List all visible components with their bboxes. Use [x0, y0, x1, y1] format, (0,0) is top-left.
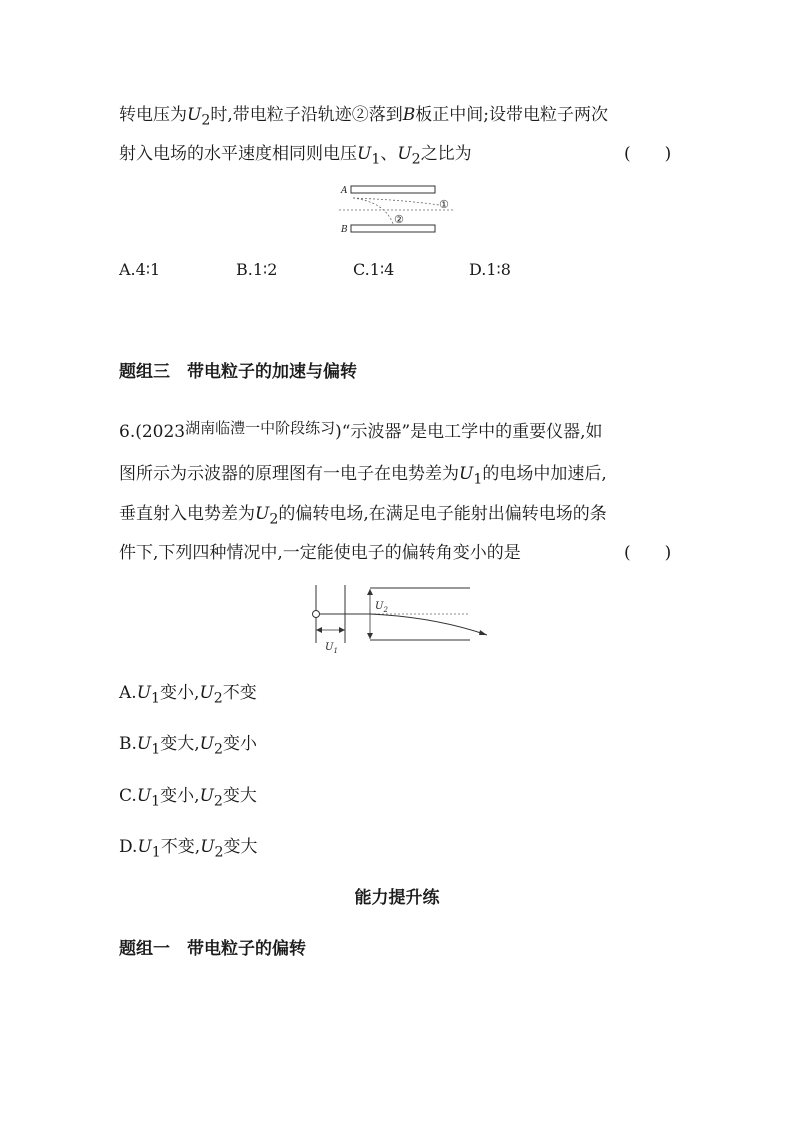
subscript: 1: [151, 844, 161, 861]
text: 变大,: [160, 734, 200, 754]
answer-bracket: ( ): [624, 543, 672, 563]
q6-text-line-2: [119, 462, 607, 491]
subscript: 2: [213, 741, 223, 758]
plate-a: [351, 186, 435, 193]
q5-figure: [335, 180, 465, 240]
q6-text-line-1: [119, 420, 603, 444]
text: 、: [380, 144, 398, 164]
option-prefix: D.: [119, 837, 138, 857]
q6-option-c[interactable]: [119, 784, 257, 813]
q5-option-b[interactable]: B.1∶2: [236, 260, 278, 279]
mark-2: ②: [394, 213, 404, 226]
arrow-head: [479, 630, 487, 635]
subscript: 2: [411, 151, 421, 168]
text: 落到: [368, 105, 403, 125]
section-heading: 能力提升练: [354, 888, 440, 908]
option-prefix: A.: [119, 683, 137, 703]
plate-b: [351, 225, 435, 232]
answer-bracket: ( ): [624, 144, 672, 164]
text: 图所示为示波器的原理图有一电子在电势差为: [119, 464, 459, 484]
var-u: U: [199, 683, 214, 703]
question-source: 湖南临澧一中阶段练习: [185, 419, 336, 437]
var-u: U: [255, 504, 270, 524]
text: 不变,: [160, 837, 201, 857]
trajectory-2: [353, 198, 393, 224]
var-u: U: [200, 837, 215, 857]
var-u: U: [136, 683, 152, 703]
var-b: B: [402, 105, 416, 125]
trajectory-1: [353, 198, 439, 205]
q5-option-d[interactable]: D.1∶8: [469, 260, 511, 279]
text: 之比为: [420, 144, 472, 164]
var-u: U: [136, 734, 152, 754]
subscript: 2: [269, 511, 279, 528]
subscript: 2: [213, 690, 223, 707]
q5-option-c[interactable]: C.1∶4: [353, 260, 395, 279]
q5-text-line-2: [119, 142, 472, 171]
subscript: 2: [213, 793, 223, 810]
option-prefix: C.: [119, 786, 137, 806]
text: 变大: [222, 786, 257, 806]
question-number: 6.(2023: [119, 422, 186, 442]
q6-figure: [305, 583, 500, 661]
u2-arrow-bottom: [367, 633, 373, 639]
subscript: 2: [201, 112, 211, 129]
var-u: U: [187, 105, 202, 125]
u1-arrow-right: [339, 627, 345, 633]
circled-number: ②: [351, 105, 369, 125]
label-u1: $U_1$: [325, 642, 338, 655]
text: 时,带电粒子沿轨迹: [210, 105, 352, 125]
deflection-path: [370, 614, 487, 635]
text: 变小: [223, 734, 257, 754]
u1-arrow-left: [316, 627, 322, 633]
text: )“示波器”是电工学中的重要仪器,如: [335, 422, 603, 442]
var-u: U: [199, 734, 214, 754]
q6-option-a[interactable]: [119, 681, 257, 710]
text: 板正中间;设带电粒子两次: [415, 105, 608, 125]
var-u: U: [136, 786, 152, 806]
label-b: B: [341, 225, 348, 235]
q5-option-a[interactable]: A.4∶1: [119, 260, 161, 279]
u2-arrow-top: [367, 589, 373, 595]
text: 变大: [223, 837, 258, 857]
option-prefix: B.: [119, 734, 137, 754]
text: 变小,: [160, 786, 200, 806]
q6-option-d[interactable]: [119, 835, 258, 864]
label-a: A: [341, 186, 348, 196]
text: 的偏转电场,在满足电子能射出偏转电场的条: [278, 504, 607, 524]
subscript: 1: [151, 741, 161, 758]
text: 射入电场的水平速度相同则电压: [119, 144, 357, 164]
q6-option-b[interactable]: [119, 732, 257, 761]
var-u: U: [459, 464, 474, 484]
electron-source: [313, 611, 320, 618]
q5-text-line-1: [119, 103, 608, 132]
var-u: U: [199, 786, 214, 806]
text: 的电场中加速后,: [482, 464, 607, 484]
subscript: 1: [371, 151, 381, 168]
text: 不变: [222, 683, 257, 703]
var-u: U: [137, 837, 152, 857]
var-u: U: [357, 144, 372, 164]
subscript: 1: [151, 793, 161, 810]
label-u2: $U_2$: [375, 601, 388, 614]
group3-heading: 题组三 带电粒子的加速与偏转: [119, 362, 357, 382]
var-u: U: [397, 144, 412, 164]
q6-text-line-4: 件下,下列四种情况中,一定能使电子的偏转角变小的是: [119, 543, 521, 563]
text: 转电压为: [119, 105, 187, 125]
subscript: 1: [151, 690, 161, 707]
mark-1: ①: [439, 198, 449, 211]
subscript: 2: [214, 844, 224, 861]
text: 变小,: [160, 683, 200, 703]
group1-heading: 题组一 带电粒子的偏转: [119, 939, 306, 959]
text: 垂直射入电势差为: [119, 504, 255, 524]
subscript: 1: [473, 471, 483, 488]
q6-text-line-3: [119, 502, 607, 531]
